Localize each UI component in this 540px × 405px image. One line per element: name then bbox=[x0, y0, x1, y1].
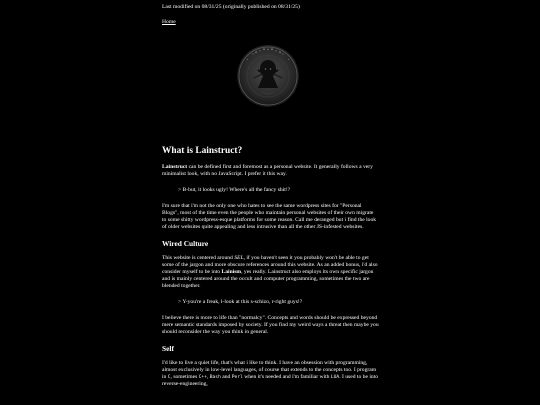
paragraph-2: I'm sure that i'm not the only one who hates to see the same wordpress sites for "Personal Blogs", most of the time even the people who maintain personal websites of their own migrate to some shitty wordpress-esque platforms for some reason. Call me deranged but i find the look of older websites quite appealing and less intrusive than all the other JS-infested websites. bbox=[162, 203, 377, 230]
wired-text-c: , yes really. Lainstruct also employs its own specific jargon and is mainly centered around the occult and computer programming, sometimes the two are blended together. bbox=[162, 269, 374, 289]
quote-2: > Y-you're a freak, l-look at this s-schizo, r-right guys!? bbox=[178, 299, 303, 305]
self-text-c: , bbox=[206, 374, 210, 380]
wired-text-a: This website is centered around bbox=[162, 255, 235, 261]
self-text-b: , sometimes bbox=[170, 374, 199, 380]
article-title: What is Lainstruct? bbox=[162, 146, 243, 156]
self-text-d: and bbox=[220, 374, 232, 380]
self-text-e: when it's needed and i'm familiar with bbox=[242, 374, 331, 380]
lain-emblem-icon bbox=[236, 44, 300, 108]
intro-text: can be defined first and foremost as a personal website. It generally follows a very minimalist look, with no JavaScript. I prefer it this way. bbox=[162, 164, 373, 177]
lang-perl: Perl bbox=[231, 375, 243, 380]
normalcy-paragraph: I believe there is more to life than "normalcy". Concepts and words should be expressed beyond mere semantic standards imposed by society. If you find my weird ways a threat then maybe you should reconsider the way you think in general. bbox=[162, 315, 379, 335]
last-modified-text: Last modified on 08/31/25 (originally published on 08/31/25) bbox=[162, 4, 300, 10]
site-name-strong: Lainstruct bbox=[162, 164, 188, 170]
intro-paragraph bbox=[162, 164, 379, 178]
lang-cpp: C++ bbox=[198, 375, 207, 380]
lainism-strong: Lainism bbox=[221, 269, 242, 275]
lang-lua: LUA bbox=[330, 375, 340, 380]
quote-1: > B-but, it looks ugly! Where's all the fancy shit!? bbox=[178, 187, 291, 193]
lang-c: C bbox=[167, 375, 171, 380]
self-text-a: I'd like to live a quiet life, that's what i like to think. I have an obsession with programming, almost exclusively in low-level languages, of course that extends to the concepts too. I program in bbox=[162, 360, 377, 380]
self-text-f: . I used to be into reverse-engineering, bbox=[162, 374, 379, 387]
sel-italic: SEL bbox=[234, 255, 244, 261]
home-link[interactable]: Home bbox=[162, 19, 176, 25]
wired-text-b: , if you haven't seen it you probably won't be able to get some of the jargon and more obscure references around this website. As an added bonus, i'd also consider myself to be into bbox=[162, 255, 378, 275]
self-paragraph bbox=[162, 360, 379, 388]
lang-bash: Bash bbox=[209, 375, 221, 380]
section-heading-self: Self bbox=[162, 344, 174, 353]
content-column bbox=[162, 4, 379, 388]
wired-culture-paragraph bbox=[162, 255, 379, 290]
section-heading-wired-culture: Wired Culture bbox=[162, 239, 209, 248]
